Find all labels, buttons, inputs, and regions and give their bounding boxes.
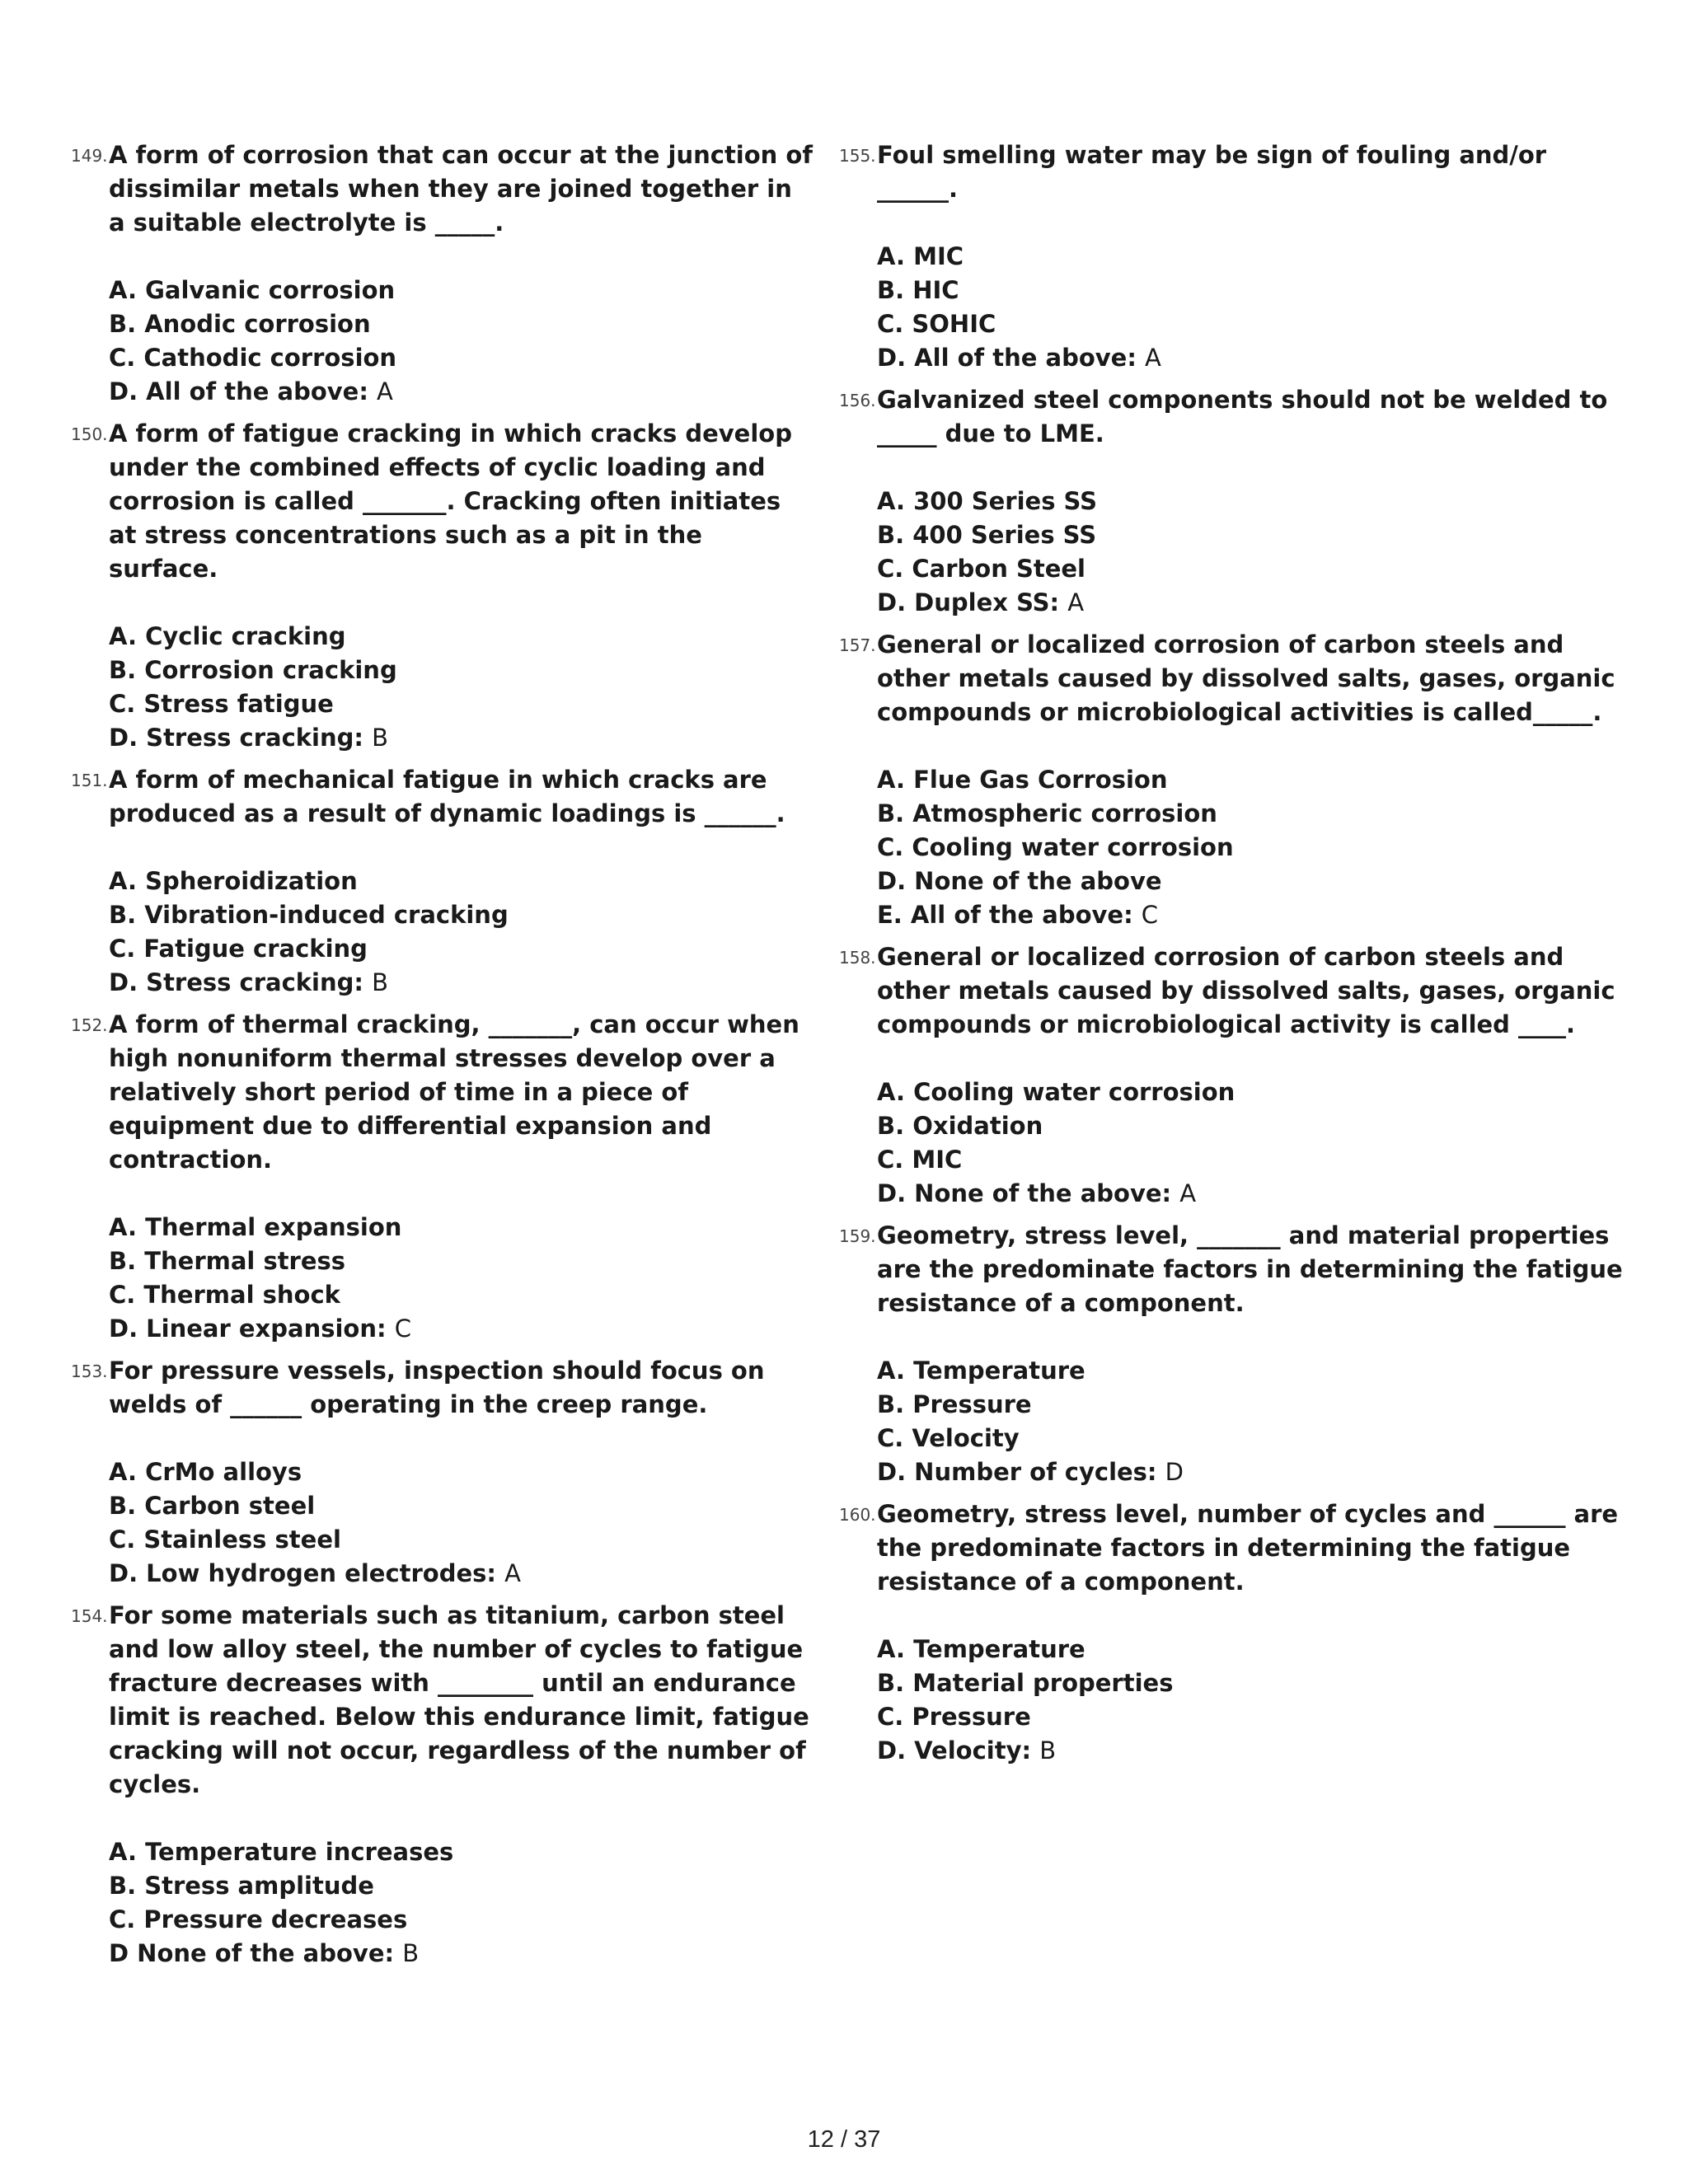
question-number: 156. (839, 391, 876, 410)
question-text: For pressure vessels, inspection should focus on welds of ______ operating in the creep range. (109, 1357, 765, 1418)
option-item (877, 1455, 1630, 1489)
option-list (109, 1835, 813, 1971)
option-label: D. None of the above (877, 867, 1162, 895)
option-label: B. Carbon steel (109, 1492, 316, 1520)
question-text: Galvanized steel components should not be welded to _____ due to LME. (877, 386, 1608, 448)
option-label: E. All of the above: (877, 901, 1133, 929)
option-item (877, 1633, 1630, 1666)
option-item (877, 307, 1630, 341)
question-160 (839, 1497, 1630, 1768)
option-label: B. Corrosion cracking (109, 656, 397, 684)
option-label: B. Thermal stress (109, 1247, 346, 1275)
option-label: C. Thermal shock (109, 1281, 340, 1309)
answer-key: A (504, 1559, 521, 1587)
option-label: A. Cooling water corrosion (877, 1078, 1236, 1106)
option-label: C. Stress fatigue (109, 690, 334, 718)
question-text: A form of mechanical fatigue in which cracks are produced as a result of dynamic loadings is ______. (109, 766, 785, 827)
option-list (109, 274, 813, 409)
answer-key: D (1165, 1458, 1184, 1486)
option-item (877, 586, 1630, 620)
option-label: D. Linear expansion: (109, 1315, 387, 1343)
option-label: D. Stress cracking: (109, 968, 364, 996)
option-item (877, 1388, 1630, 1422)
option-label: C. MIC (877, 1146, 963, 1174)
question-151 (71, 763, 813, 1000)
option-label: B. Pressure (877, 1390, 1032, 1418)
option-label: C. Fatigue cracking (109, 935, 368, 963)
option-item (109, 1937, 813, 1971)
option-label: C. SOHIC (877, 310, 996, 338)
option-item (109, 375, 813, 409)
question-number: 154. (71, 1606, 108, 1626)
option-label: C. Velocity (877, 1424, 1020, 1452)
option-item (877, 341, 1630, 375)
question-number: 150. (71, 424, 108, 444)
question-text: A form of corrosion that can occur at the junction of dissimilar metals when they are joined together in a suitable electrolyte is _____. (109, 141, 813, 237)
answer-key: B (402, 1939, 420, 1967)
option-item (109, 1523, 813, 1557)
answer-key: A (1179, 1179, 1197, 1207)
answer-key: B (372, 968, 389, 996)
option-item (109, 1455, 813, 1489)
option-item (109, 1489, 813, 1523)
option-item (877, 274, 1630, 307)
option-item (109, 654, 813, 687)
option-label: C. Cooling water corrosion (877, 833, 1234, 861)
option-item (877, 240, 1630, 274)
answer-key: C (1141, 901, 1159, 929)
question-158 (839, 940, 1630, 1211)
option-label: B. Atmospheric corrosion (877, 799, 1217, 827)
question-text: General or localized corrosion of carbon steels and other metals caused by dissolved salts, gases, organic compounds or microbiological activity is called ____. (877, 943, 1615, 1038)
option-item (877, 763, 1630, 797)
left-column (71, 138, 813, 1979)
option-list (109, 620, 813, 755)
option-label: D. Duplex SS: (877, 588, 1060, 616)
option-item (109, 1244, 813, 1278)
option-label: D None of the above: (109, 1939, 395, 1967)
option-item (109, 307, 813, 341)
option-label: A. Temperature increases (109, 1838, 454, 1866)
option-label: B. Oxidation (877, 1112, 1043, 1140)
question-152 (71, 1008, 813, 1346)
option-label: C. Pressure (877, 1703, 1031, 1731)
option-item (877, 797, 1630, 831)
option-item (877, 898, 1630, 932)
option-label: C. Stainless steel (109, 1526, 341, 1554)
option-label: A. Thermal expansion (109, 1213, 402, 1241)
option-item (109, 898, 813, 932)
option-label: B. Anodic corrosion (109, 310, 371, 338)
option-label: C. Carbon Steel (877, 555, 1085, 583)
option-item (877, 1734, 1630, 1768)
question-153 (71, 1354, 813, 1591)
option-list (109, 865, 813, 1000)
question-156 (839, 383, 1630, 620)
option-item (109, 721, 813, 755)
option-item (109, 865, 813, 898)
option-label: A. Temperature (877, 1635, 1085, 1663)
option-item (109, 687, 813, 721)
option-label: A. Cyclic cracking (109, 622, 346, 650)
question-text: Foul smelling water may be sign of fouling and/or ______. (877, 141, 1547, 203)
option-label: A. 300 Series SS (877, 487, 1098, 515)
option-item (877, 1666, 1630, 1700)
option-label: A. Galvanic corrosion (109, 276, 396, 304)
question-text: A form of thermal cracking, _______, can occur when high nonuniform thermal stresses develop over a relatively short period of time in a piece of equipment due to differential expansion and contraction. (109, 1010, 799, 1174)
option-label: A. Temperature (877, 1357, 1085, 1385)
option-item (109, 966, 813, 1000)
question-155 (839, 138, 1630, 375)
option-item (877, 1076, 1630, 1109)
option-item (109, 1557, 813, 1591)
question-number: 160. (839, 1505, 876, 1525)
option-label: B. Stress amplitude (109, 1872, 374, 1900)
option-item (109, 274, 813, 307)
option-item (109, 1211, 813, 1244)
question-150 (71, 417, 813, 755)
question-number: 157. (839, 635, 876, 655)
option-list (877, 1354, 1630, 1489)
question-text: Geometry, stress level, number of cycles and ______ are the predominate factors in determining the fatigue resistance of a component. (877, 1500, 1619, 1596)
question-159 (839, 1219, 1630, 1489)
question-number: 155. (839, 146, 876, 166)
question-text: Geometry, stress level, _______ and material properties are the predominate factors in determining the fatigue resistance of a component. (877, 1221, 1623, 1317)
question-149 (71, 138, 813, 409)
option-item (877, 552, 1630, 586)
option-item (877, 865, 1630, 898)
option-label: B. HIC (877, 276, 959, 304)
option-item (109, 932, 813, 966)
option-item (109, 1903, 813, 1937)
option-list (877, 763, 1630, 932)
option-label: A. Flue Gas Corrosion (877, 766, 1168, 794)
option-item (877, 485, 1630, 518)
option-label: D. Velocity: (877, 1736, 1032, 1765)
question-154 (71, 1599, 813, 1971)
question-number: 151. (71, 771, 108, 790)
question-number: 159. (839, 1226, 876, 1246)
option-item (877, 518, 1630, 552)
option-label: D. None of the above: (877, 1179, 1172, 1207)
answer-key: C (394, 1315, 411, 1343)
option-list (877, 1076, 1630, 1211)
option-label: D. Stress cracking: (109, 724, 364, 752)
question-number: 153. (71, 1361, 108, 1381)
option-label: B. 400 Series SS (877, 521, 1097, 549)
right-column (839, 138, 1630, 1776)
option-item (109, 1835, 813, 1869)
option-label: B. Vibration-induced cracking (109, 901, 509, 929)
question-number: 149. (71, 146, 108, 166)
option-label: A. MIC (877, 242, 964, 270)
question-text: General or localized corrosion of carbon steels and other metals caused by dissolved salts, gases, organic compounds or microbiological activities is called_____. (877, 630, 1615, 726)
option-item (877, 1177, 1630, 1211)
option-label: D. Low hydrogen electrodes: (109, 1559, 497, 1587)
option-item (109, 341, 813, 375)
option-label: A. Spheroidization (109, 867, 358, 895)
question-157 (839, 628, 1630, 932)
option-label: D. Number of cycles: (877, 1458, 1157, 1486)
question-number: 158. (839, 948, 876, 968)
answer-key: A (377, 377, 393, 405)
option-label: C. Cathodic corrosion (109, 344, 397, 372)
option-item (109, 1278, 813, 1312)
option-item (877, 1422, 1630, 1455)
answer-key: B (1039, 1736, 1057, 1765)
option-item (877, 831, 1630, 865)
question-number: 152. (71, 1015, 108, 1035)
answer-key: A (1067, 588, 1085, 616)
option-list (109, 1455, 813, 1591)
option-list (877, 240, 1630, 375)
option-item (877, 1354, 1630, 1388)
option-item (109, 1869, 813, 1903)
option-list (877, 485, 1630, 620)
option-label: B. Material properties (877, 1669, 1174, 1697)
option-label: A. CrMo alloys (109, 1458, 302, 1486)
option-item (877, 1109, 1630, 1143)
question-text: For some materials such as titanium, carbon steel and low alloy steel, the number of cycles to fatigue fracture decreases with ________ until an endurance limit is reached. Below this endurance limit, fatigue cracking will not occur, regardless of the number of cycles. (109, 1601, 809, 1798)
option-label: C. Pressure decreases (109, 1905, 408, 1933)
option-label: D. All of the above: (877, 344, 1137, 372)
option-item (877, 1700, 1630, 1734)
option-item (109, 620, 813, 654)
answer-key: A (1145, 344, 1161, 372)
option-item (109, 1312, 813, 1346)
option-label: D. All of the above: (109, 377, 368, 405)
page-number: 12 / 37 (807, 2126, 881, 2153)
question-text: A form of fatigue cracking in which cracks develop under the combined effects of cyclic loading and corrosion is called _______. Cracking often initiates at stress concentrations such as a pit in the surface. (109, 419, 792, 583)
option-list (109, 1211, 813, 1346)
answer-key: B (372, 724, 389, 752)
option-list (877, 1633, 1630, 1768)
option-item (877, 1143, 1630, 1177)
